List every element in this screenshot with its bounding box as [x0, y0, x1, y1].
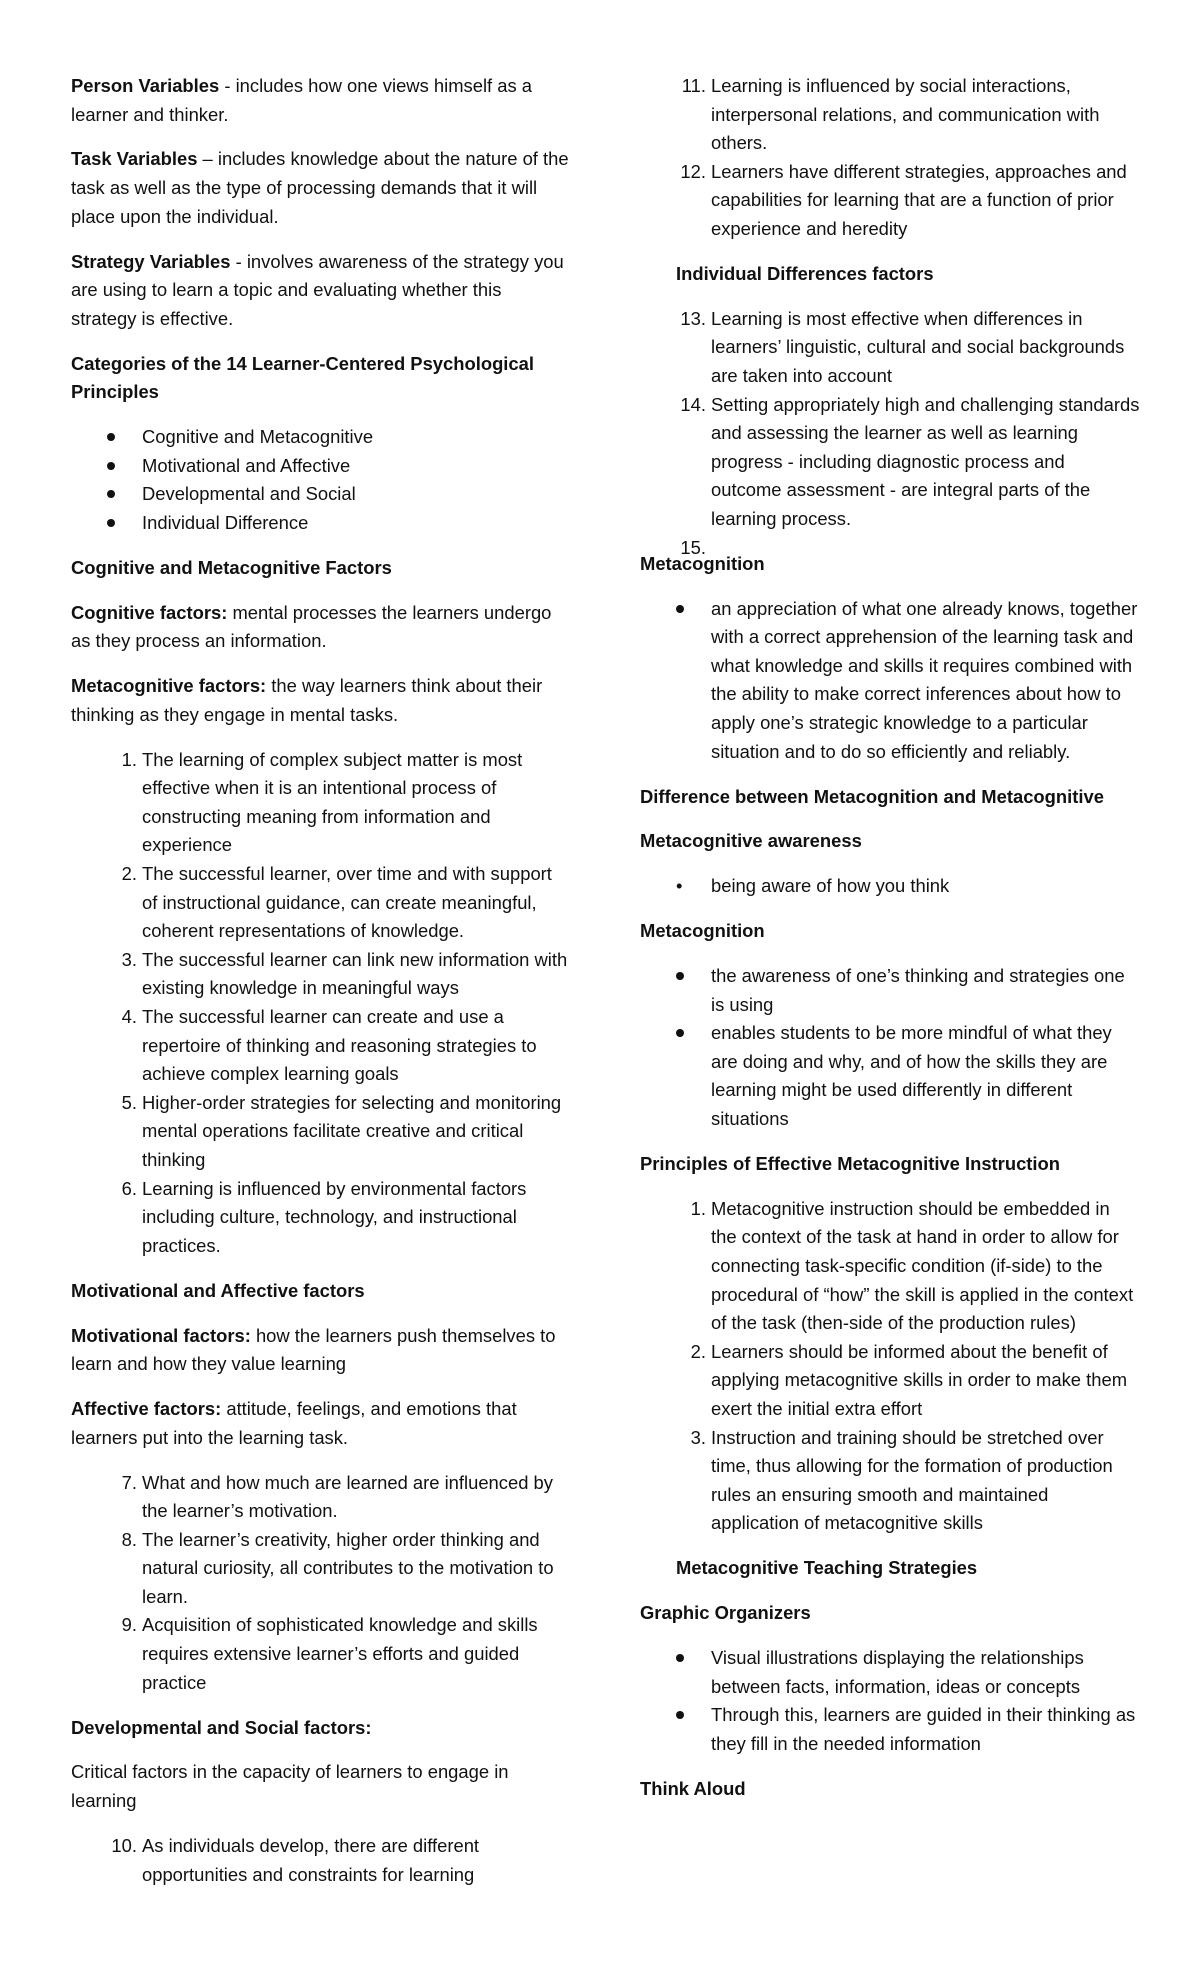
list-item-text: Higher-order strategies for selecting and monitoring mental operations facilitate creative and critical thinking	[142, 1091, 562, 1170]
metacognitive-awareness-heading: Metacognitive awareness	[640, 830, 862, 852]
list-item-text: the awareness of one’s thinking and strategies one is using	[711, 965, 1125, 1015]
list-item-text: being aware of how you think	[711, 875, 950, 897]
list-item	[71, 1003, 571, 1089]
developmental-heading: Developmental and Social factors:	[71, 1716, 372, 1738]
person-variables-text: - includes how one views himself as a learner and thinker.	[71, 75, 533, 125]
task-variables-term: Task Variables	[71, 148, 198, 170]
list-item	[71, 946, 571, 1003]
list-item-text: an appreciation of what one already knows, together with a correct apprehension of the learning task and what knowledge and skills it requires combined with the ability to make correct inferences about how to apply one’s strategic knowledge to a particular situation and to do so efficiently and reliably.	[711, 597, 1138, 762]
motivational-factors-text: how the learners push themselves to learn and how they value learning	[71, 1324, 556, 1375]
think-aloud-heading: Think Aloud	[640, 1777, 746, 1799]
cognitive-heading: Cognitive and Metacognitive Factors	[71, 556, 392, 578]
list-item-number: 1.	[690, 1197, 706, 1219]
list-item-number: 13.	[680, 307, 706, 329]
motivational-factors-term: Motivational factors:	[71, 1324, 251, 1346]
strategy-variables-term: Strategy Variables	[71, 250, 231, 272]
categories-list	[71, 423, 571, 537]
list-item	[640, 1424, 1140, 1538]
strategy-variables-text: - involves awareness of the strategy you are using to learn a topic and evaluating whether this strategy is effective.	[71, 250, 564, 329]
list-item-number: 15.	[680, 536, 706, 558]
principles-13-15-list	[640, 305, 1140, 558]
list-item-number: 5.	[121, 1091, 137, 1113]
affective-factors-text: attitude, feelings, and emotions that learners put into the learning task.	[71, 1398, 517, 1448]
list-item-text: Setting appropriately high and challenging standards and assessing the learner as well as learning progress - including diagnostic process and outcome assessment - are integral parts of the learning process.	[711, 393, 1140, 529]
list-item	[71, 509, 571, 538]
cognitive-factors-text: mental processes the learners undergo as they process an information.	[71, 601, 552, 652]
graphic-organizers-heading: Graphic Organizers	[640, 1602, 811, 1624]
developmental-definition: Critical factors in the capacity of learners to engage in learning	[71, 1761, 509, 1812]
list-item-number: 14.	[680, 393, 706, 415]
metacognitive-factors-term: Metacognitive factors:	[71, 675, 267, 697]
list-item	[640, 1701, 1140, 1758]
list-item-text: Metacognitive instruction should be embedded in the context of the task at hand in order to allow for connecting task-specific condition (if-side) to the procedural of “how” the skill is applied in the context of the task (then-side of the production rules)	[711, 1197, 1134, 1334]
list-item-number: 4.	[121, 1006, 137, 1027]
task-variables-paragraph	[71, 145, 571, 231]
cognitive-factors-paragraph	[71, 599, 571, 656]
effective-principles-heading: Principles of Effective Metacognitive Instruction	[640, 1152, 1061, 1174]
motivational-heading: Motivational and Affective factors	[71, 1279, 365, 1301]
motivational-factors-paragraph	[71, 1322, 571, 1379]
right-column	[640, 72, 1140, 1820]
list-item-text: The successful learner can link new information with existing knowledge in meaningful ways	[142, 948, 568, 999]
list-item-number: 3.	[690, 1426, 706, 1448]
bullet-icon: •	[676, 875, 683, 897]
list-item-text: Learning is most effective when differences in learners’ linguistic, cultural and social backgrounds are taken into account	[711, 307, 1125, 386]
metacognitive-awareness-list	[640, 872, 1140, 901]
metacognition-heading: Metacognition	[640, 552, 765, 574]
list-item	[71, 423, 571, 452]
list-item-number: 9.	[121, 1614, 137, 1636]
list-item-text: Cognitive and Metacognitive	[142, 426, 374, 448]
list-item	[71, 1526, 571, 1612]
cognitive-factors-term: Cognitive factors:	[71, 601, 228, 623]
list-item	[71, 1611, 571, 1697]
list-item	[640, 1644, 1140, 1701]
list-item-number: 6.	[121, 1177, 137, 1199]
list-item	[640, 391, 1140, 534]
list-item-number: 8.	[121, 1528, 137, 1550]
metacognition-list	[640, 595, 1140, 767]
list-item	[640, 305, 1140, 391]
list-item	[71, 1469, 571, 1526]
list-item-text: Acquisition of sophisticated knowledge and skills requires extensive learner’s efforts and guided practice	[142, 1614, 538, 1693]
effective-principles-list	[640, 1195, 1140, 1538]
list-item-text: The learning of complex subject matter is most effective when it is an intentional process of constructing meaning from information and experience	[142, 748, 523, 856]
list-item-text: enables students to be more mindful of what they are doing and why, and of how the skills they are learning might be used differently in different situations	[711, 1022, 1112, 1130]
list-item-number: 1.	[121, 748, 137, 770]
principles-1-6-list	[71, 746, 571, 1261]
list-item-text: Motivational and Affective	[142, 454, 351, 476]
person-variables-term: Person Variables	[71, 75, 220, 96]
list-item-number: 7.	[121, 1471, 137, 1493]
metacognitive-factors-text: the way learners think about their thinking as they engage in mental tasks.	[71, 675, 543, 725]
list-item-text: Visual illustrations displaying the relationships between facts, information, ideas or concepts	[711, 1647, 1084, 1697]
principles-7-9-list	[71, 1469, 571, 1698]
list-item	[640, 1338, 1140, 1424]
list-item-text: Instruction and training should be stretched over time, thus allowing for the formation of production rules an ensuring smooth and maintained application of metacognitive skills	[711, 1426, 1113, 1534]
list-item-number: 11.	[681, 75, 706, 96]
list-item-text: Learners should be informed about the benefit of applying metacognitive skills in order to make them exert the initial extra effort	[711, 1340, 1128, 1420]
person-variables-paragraph	[71, 72, 571, 129]
strategy-variables-paragraph	[71, 248, 571, 334]
list-item-text: The learner’s creativity, higher order thinking and natural curiosity, all contributes to the motivation to learn.	[142, 1528, 554, 1607]
list-item-text: Learning is influenced by environmental factors including culture, technology, and instructional practices.	[142, 1177, 527, 1256]
list-item	[71, 1089, 571, 1175]
principles-10-list	[71, 1832, 571, 1889]
task-variables-text: – includes knowledge about the nature of the task as well as the type of processing demands that it will place upon the individual.	[71, 148, 569, 227]
list-item-text: Through this, learners are guided in their thinking as they fill in the needed information	[711, 1704, 1136, 1754]
list-item-number: 3.	[121, 948, 137, 970]
graphic-organizers-list	[640, 1644, 1140, 1758]
list-item-number: 12.	[680, 160, 706, 182]
list-item-text: The successful learner, over time and with support of instructional guidance, can create meaningful, coherent representations of knowledge.	[142, 863, 552, 942]
left-column	[71, 72, 571, 1905]
metacognition-list-2	[640, 962, 1140, 1134]
list-item	[71, 860, 571, 946]
list-item-text: What and how much are learned are influenced by the learner’s motivation.	[142, 1471, 553, 1522]
affective-factors-paragraph	[71, 1395, 571, 1452]
list-item	[71, 480, 571, 509]
list-item-text: Developmental and Social	[142, 483, 356, 505]
teaching-strategies-heading: Metacognitive Teaching Strategies	[676, 1557, 978, 1579]
principles-11-12-list	[640, 72, 1140, 244]
list-item	[71, 746, 571, 860]
list-item-number: 2.	[121, 863, 137, 885]
list-item	[640, 1195, 1140, 1338]
difference-heading: Difference between Metacognition and Metacognitive	[640, 785, 1104, 807]
list-item-number: 2.	[690, 1340, 706, 1362]
list-item-text: The successful learner can create and use a repertoire of thinking and reasoning strategies to achieve complex learning goals	[142, 1006, 537, 1085]
categories-heading: Categories of the 14 Learner-Centered Psychological Principles	[71, 352, 534, 403]
affective-factors-term: Affective factors:	[71, 1398, 222, 1420]
list-item	[640, 72, 1140, 158]
list-item-number: 10.	[111, 1834, 137, 1856]
list-item	[640, 962, 1140, 1019]
metacognitive-factors-paragraph	[71, 672, 571, 729]
list-item-text: Individual Difference	[142, 511, 309, 533]
list-item-text: As individuals develop, there are different opportunities and constraints for learning	[142, 1834, 480, 1885]
list-item	[640, 595, 1140, 767]
list-item	[640, 1019, 1140, 1133]
list-item	[640, 872, 1140, 901]
metacognition-heading-2: Metacognition	[640, 920, 765, 942]
list-item	[71, 1832, 571, 1889]
list-item	[640, 158, 1140, 244]
list-item	[71, 452, 571, 481]
individual-differences-heading: Individual Differences factors	[676, 262, 934, 284]
list-item-text: Learners have different strategies, approaches and capabilities for learning that are a function of prior experience and heredity	[711, 160, 1127, 239]
list-item	[71, 1175, 571, 1261]
list-item-text: Learning is influenced by social interactions, interpersonal relations, and communication with others.	[711, 75, 1100, 154]
